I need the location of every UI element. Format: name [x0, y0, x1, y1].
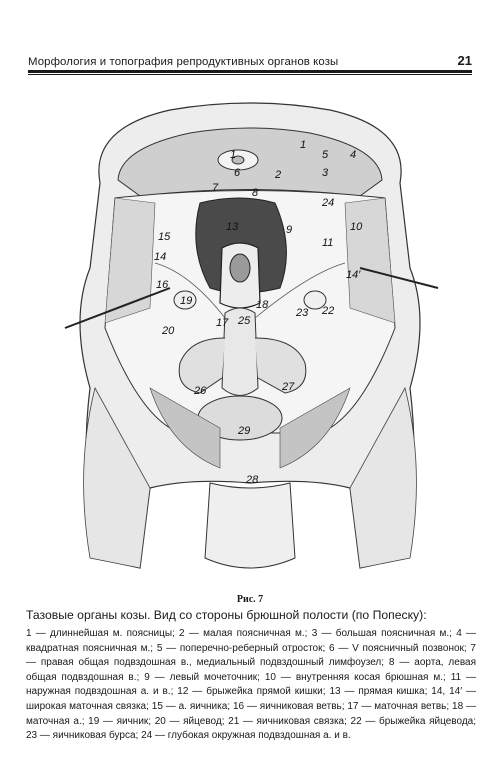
anatomical-illustration — [60, 88, 440, 588]
page-number: 21 — [457, 53, 472, 68]
label-19: 19 — [180, 295, 193, 307]
label-24: 24 — [322, 197, 335, 209]
label-17: 17 — [216, 317, 229, 329]
label-1b: 1 — [230, 149, 237, 161]
label-1a: 1 — [300, 139, 307, 151]
label-14: 14 — [154, 251, 167, 263]
header-rule — [28, 70, 472, 73]
label-29: 29 — [238, 425, 251, 437]
label-28: 28 — [246, 474, 259, 486]
label-6: 6 — [234, 167, 241, 179]
label-20: 20 — [162, 325, 175, 337]
label-22: 22 — [322, 305, 335, 317]
label-25: 25 — [238, 315, 251, 327]
label-11: 11 — [322, 237, 334, 249]
label-7: 7 — [212, 182, 219, 194]
label-10: 10 — [350, 221, 363, 233]
label-18: 18 — [256, 299, 269, 311]
running-title: Морфология и топография репродуктивных органов козы — [28, 56, 339, 68]
header-rule-thin — [28, 74, 472, 75]
label-26: 26 — [194, 385, 207, 397]
label-2: 2 — [275, 169, 282, 181]
label-5: 5 — [322, 149, 329, 161]
figure-title: Тазовые органы козы. Вид со стороны брюшной полости (по Попеску): — [26, 608, 427, 622]
label-15: 15 — [158, 231, 171, 243]
label-9: 9 — [286, 224, 293, 236]
figure-legend: 1 — длиннейшая м. поясницы; 2 — малая поясничная м.; 3 — большая поясничная м.; 4 — квадратная поясничная м.; 5 — поперечно-реберный отросток; 6 — V поясничный позвонок; 7 — правая общая подвздошная в., медиальный подвздошный лимфоузел; 8 — аорта, левая общая подвздошная в.; 9 — левый мочеточник; 10 — внутренняя косая брюшная м.; 11 — наружная подвздошная а. и в.; 12 — брыжейка прямой кишки; 13 — прямая кишка; 14, 14′ — широкая маточная связка; 15 — а. яичника; 16 — яичниковая ветвь; 17 — маточная ветвь; 18 — маточная а.; 19 — яичник; 20 — яйцевод; 21 — яичниковая связка; 22 — брыжейка яйцевода; 23 — яичниковая бурса; 24 — глубокая окружная подвздошная а. и в. — [26, 628, 476, 742]
label-13: 13 — [226, 221, 239, 233]
label-14-prime: 14′ — [346, 269, 361, 281]
figure-number: Рис. 7 — [236, 594, 264, 605]
label-4: 4 — [350, 149, 357, 161]
label-3: 3 — [322, 167, 329, 179]
label-16: 16 — [156, 279, 169, 291]
label-8: 8 — [252, 187, 259, 199]
running-header — [28, 52, 472, 68]
label-23: 23 — [296, 307, 309, 319]
tail — [205, 483, 295, 568]
label-27: 27 — [282, 381, 295, 393]
